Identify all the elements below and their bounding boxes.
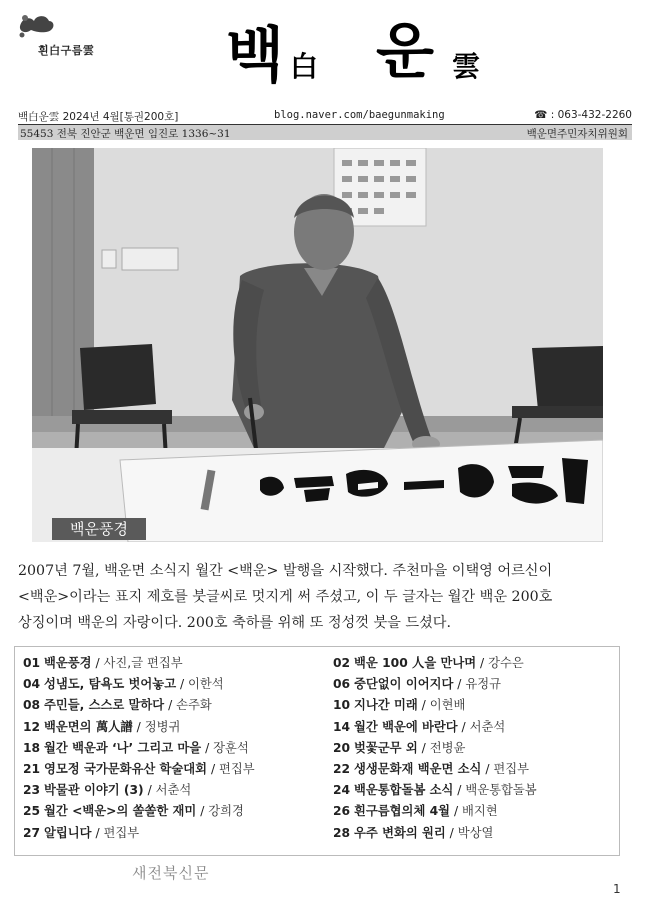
toc-author: 강희경	[208, 804, 244, 819]
toc-item[interactable]: 01 백운풍경 / 사진,글 편집부	[23, 656, 183, 670]
toc-item[interactable]: 12 백운면의 萬人譜 / 정병귀	[23, 719, 181, 734]
issue-number: 백白운雲 2024년 4월[통권200호]	[18, 111, 179, 123]
toc-author: 강수은	[488, 656, 524, 670]
toc-item[interactable]: 23 박물관 이야기 (3) / 서춘석	[23, 783, 192, 798]
toc-item[interactable]: 10 지나간 미래 / 이현배	[333, 698, 466, 713]
toc-title: 성냄도, 탐욕도 벗어놓고	[44, 677, 177, 692]
toc-title: 생생문화재 백운면 소식	[354, 762, 482, 776]
toc-author: 박상열	[457, 825, 494, 840]
issue-info-row	[18, 109, 632, 123]
toc-item[interactable]: 02 백운 100 人을 만나며 / 강수은	[333, 656, 524, 670]
toc-author: 장훈석	[213, 740, 249, 755]
toc-author: 사진,글 편집부	[103, 656, 183, 670]
toc-item[interactable]: 22 생생문화재 백운면 소식 / 편집부	[333, 762, 530, 776]
toc-author: 편집부	[493, 762, 530, 776]
toc-page-number: 18	[23, 740, 41, 755]
toc-page-number: 04	[23, 677, 41, 692]
intro-paragraph	[18, 558, 634, 636]
photo-calligraphy-icon	[32, 148, 603, 542]
toc-page-number: 28	[333, 825, 351, 840]
toc-page-number: 23	[23, 783, 41, 798]
watermark: 새전북신문	[132, 864, 210, 882]
toc-title: 백운풍경	[44, 656, 92, 670]
toc-item[interactable]: 27 알립니다 / 편집부	[23, 825, 140, 840]
toc-page-number: 12	[23, 719, 41, 734]
intro-line: 상징이며 백운의 자랑이다. 200호 축하를 위해 또 정성껏 붓을 드셨다.	[18, 615, 452, 631]
toc-page-number: 24	[333, 783, 351, 798]
photo-caption: 백운풍경	[52, 518, 146, 540]
masthead-un: 운	[376, 17, 434, 87]
toc-item[interactable]: 18 월간 백운과 ‘나’ 그리고 마을 / 장훈석	[23, 740, 249, 755]
toc-item[interactable]: 06 중단없이 이어지다 / 유정규	[333, 677, 501, 692]
toc-item[interactable]: 25 월간 <백운>의 쏠쏠한 재미 / 강희경	[23, 804, 244, 819]
intro-line: <백운>이라는 표지 제호를 붓글씨로 멋지게 써 주셨고, 이 두 글자는 월간 백운 200호	[18, 589, 553, 605]
toc-page-number: 27	[23, 825, 41, 840]
toc-title: 흰구름협의체 4월	[354, 804, 451, 819]
toc-author: 정병귀	[144, 719, 181, 734]
toc-author: 서춘석	[155, 783, 192, 798]
toc-title: 백운 100 人을 만나며	[354, 656, 477, 670]
masthead-baek: 백	[226, 21, 284, 91]
postal-address: 55453 전북 진안군 백운면 임진로 1336~31	[20, 128, 231, 140]
toc-author: 배지현	[462, 804, 498, 819]
toc-page-number: 10	[333, 698, 351, 713]
toc-author: 서춘석	[469, 719, 506, 734]
toc-author: 이현배	[429, 698, 466, 713]
toc-title: 박물관 이야기 (3)	[44, 783, 144, 798]
toc-author: 전병윤	[429, 740, 466, 755]
table-of-contents	[14, 646, 620, 856]
logo-text: 흰白구름雲	[38, 44, 95, 57]
toc-author: 손주화	[176, 698, 212, 713]
publisher: 백운면주민자치위원회	[526, 128, 628, 140]
toc-page-number: 01	[23, 656, 41, 670]
toc-title: 월간 백운에 바란다	[354, 719, 458, 734]
toc-item[interactable]: 04 성냄도, 탐욕도 벗어놓고 / 이한석	[23, 677, 224, 692]
toc-item[interactable]: 20 벚꽃군무 외 / 전병윤	[333, 740, 466, 755]
toc-title: 백운통합돌봄 소식	[354, 783, 454, 798]
toc-title: 월간 <백운>의 쏠쏠한 재미	[44, 804, 197, 819]
intro-line: 2007년 7월, 백운면 소식지 월간 <백운> 발행을 시작했다. 주천마을 이택영 어르신이	[18, 563, 553, 579]
toc-page-number: 06	[333, 677, 351, 692]
toc-title: 월간 백운과 ‘나’ 그리고 마을	[44, 740, 202, 755]
toc-page-number: 08	[23, 698, 41, 713]
toc-title: 우주 변화의 원리	[354, 825, 446, 840]
toc-title: 주민들, 스스로 말하다	[44, 698, 165, 713]
phone-number	[534, 109, 632, 121]
toc-page-number: 14	[333, 719, 351, 734]
toc-item[interactable]: 14 월간 백운에 바란다 / 서춘석	[333, 719, 506, 734]
toc-item[interactable]: 24 백운통합돌봄 소식 / 백운통합돌봄	[333, 783, 537, 798]
toc-page-number: 25	[23, 804, 41, 819]
phone-text: : 063-432-2260	[547, 109, 632, 121]
toc-page-number: 02	[333, 656, 351, 670]
toc-item[interactable]: 21 영모정 국가문화유산 학술대회 / 편집부	[23, 762, 255, 776]
masthead-baek-hanja: 白	[290, 50, 319, 83]
toc-item[interactable]: 26 흰구름협의체 4월 / 배지현	[333, 804, 498, 819]
phone-icon: ☎	[534, 109, 548, 121]
toc-author: 백운통합돌봄	[465, 783, 537, 798]
masthead-un-hanja: 雲	[452, 50, 481, 83]
address-bar	[18, 124, 632, 140]
toc-page-number: 22	[333, 762, 351, 776]
toc-author: 편집부	[103, 825, 140, 840]
toc-author: 유정규	[465, 677, 501, 692]
toc-title: 영모정 국가문화유산 학술대회	[44, 762, 208, 776]
toc-title: 벚꽃군무 외	[354, 740, 418, 755]
toc-item[interactable]: 28 우주 변화의 원리 / 박상열	[333, 825, 494, 840]
toc-title: 지나간 미래	[354, 698, 418, 713]
blog-address[interactable]: blog.naver.com/baegunmaking	[274, 109, 445, 121]
toc-author: 편집부	[219, 762, 255, 776]
toc-page-number: 26	[333, 804, 351, 819]
toc-title: 중단없이 이어지다	[354, 677, 454, 692]
cover-photo	[32, 148, 603, 542]
toc-title: 백운면의 萬人譜	[44, 719, 133, 734]
page-number: 1	[613, 882, 621, 896]
masthead	[0, 8, 650, 103]
toc-title: 알립니다	[44, 825, 92, 840]
toc-page-number: 21	[23, 762, 41, 776]
toc-item[interactable]: 08 주민들, 스스로 말하다 / 손주화	[23, 698, 212, 713]
toc-page-number: 20	[333, 740, 351, 755]
toc-author: 이한석	[188, 677, 224, 692]
